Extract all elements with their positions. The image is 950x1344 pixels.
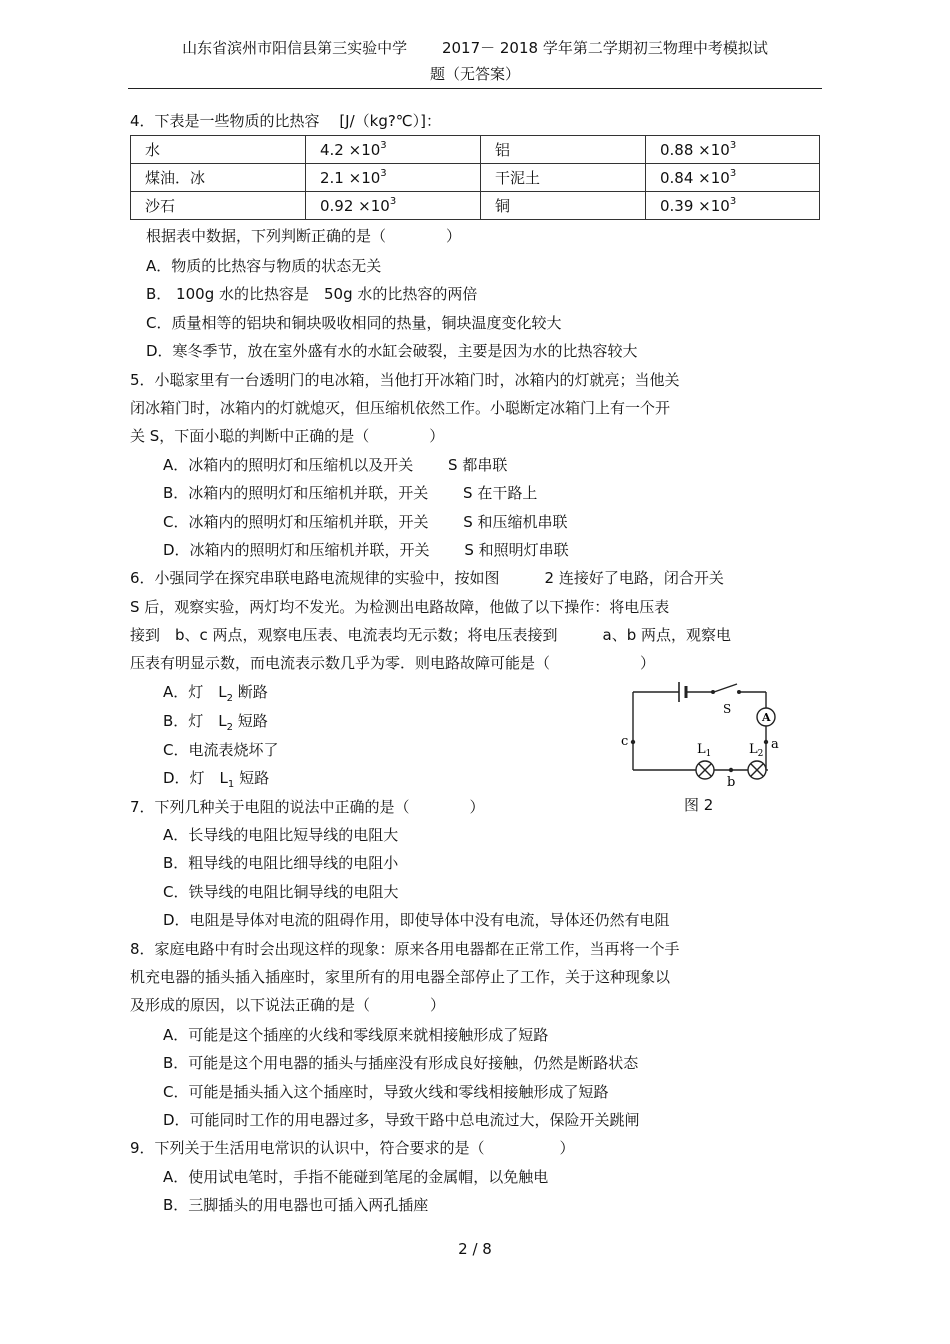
q8-option-d: D．可能同时工作的用电器过多，导致干路中总电流过大，保险开关跳闸 [163,1111,640,1129]
option-text: D．灯 L [163,769,228,787]
option-text: 短路 [233,712,268,730]
q7-option-a: A．长导线的电阻比短导线的电阻大 [163,826,399,844]
q5-option-d: D．冰箱内的照明灯和压缩机并联，开关 S 和照明灯串联 [163,541,569,559]
header-line-1: 山东省滨州市阳信县第三实验中学 2017－ 2018 学年第二学期初三物理中考模拟试 [182,39,768,57]
q4-option-d: D．寒冬季节，放在室外盛有水的水缸会破裂，主要是因为水的比热容较大 [146,342,638,360]
subscript: 2 [226,722,234,733]
lamp1-label [697,742,711,759]
q5-option-b: B．冰箱内的照明灯和压缩机并联，开关 S 在干路上 [163,484,538,502]
table-row [131,136,820,164]
page-number: 2 / 8 [458,1240,492,1258]
q8-stem-1: 8．家庭电路中有时会出现这样的现象：原来各用电器都在正常工作，当再将一个手 [130,940,680,958]
lamp-subscript: 2 [757,749,764,759]
specific-heat-table [130,135,820,220]
q6-option-d [163,768,269,788]
table-cell [646,192,820,220]
q6-option-c [163,740,278,760]
exponent: 3 [729,139,737,151]
q6-stem-2: S 后，观察实验，两灯均不发光。为检测出电路故障，他做了以下操作：将电压表 [130,598,670,616]
q5-option-a: A．冰箱内的照明灯和压缩机以及开关 S 都串联 [163,456,508,474]
table-cell [646,136,820,164]
q6-option-a [163,682,268,702]
table-cell: 水 [131,136,306,164]
value: 0.88 ×10 [660,140,730,159]
q8-stem-2: 机充电器的插头插入插座时，家里所有的用电器全部停止了工作，关于这种现象以 [130,968,671,986]
figure-caption: 图 2 [684,796,714,814]
table-row [131,192,820,220]
switch-blade [714,684,737,692]
value: 4.2 ×10 [320,140,381,159]
q7-option-d: D．电阻是导体对电流的阻碍作用，即使导体中没有电流，导体还仍然有电阻 [163,911,670,929]
subscript: 1 [227,779,235,790]
q9-option-b: B．三脚插头的用电器也可插入两孔插座 [163,1196,429,1214]
q8-option-b: B．可能是这个用电器的插头与插座没有形成良好接触，仍然是断路状态 [163,1054,639,1072]
q7-option-b: B．粗导线的电阻比细导线的电阻小 [163,854,399,872]
q4-stem: 4．下表是一些物质的比热容 [J/（kg?℃）]： [130,112,442,130]
switch-label: S [723,702,732,716]
header-line-2: 题（无答案） [429,65,520,83]
q4-option-a: A．物质的比热容与物质的状态无关 [146,257,382,275]
option-text: C．电流表烧坏了 [163,741,279,759]
switch-contact [737,690,741,694]
table-cell: 干泥土 [481,164,646,192]
q7-option-c: C．铁导线的电阻比铜导线的电阻大 [163,883,399,901]
point-b-label: b [727,775,736,790]
table-row [131,164,820,192]
value: 0.92 ×10 [320,196,390,215]
value: 0.84 ×10 [660,168,730,187]
q8-option-c: C．可能是插头插入这个插座时，导致火线和零线相接触形成了短路 [163,1083,609,1101]
point-b-dot [729,768,733,772]
q6-option-b [163,711,268,731]
exponent: 3 [389,195,397,207]
point-a-dot [764,740,768,744]
table-cell [306,164,481,192]
table-cell: 沙石 [131,192,306,220]
q5-option-c: C．冰箱内的照明灯和压缩机并联，开关 S 和压缩机串联 [163,513,568,531]
table-cell [646,164,820,192]
q9-stem: 9．下列关于生活用电常识的认识中，符合要求的是（ ） [130,1139,575,1157]
lamp-subscript: 1 [705,749,712,759]
table-cell: 铜 [481,192,646,220]
exponent: 3 [380,167,387,179]
value: 2.1 ×10 [320,168,381,187]
value: 0.39 ×10 [660,196,730,215]
table-cell [306,136,481,164]
point-c-dot [631,740,635,744]
header-rule [128,88,822,89]
table-cell [306,192,481,220]
q9-option-a: A．使用试电笔时，手指不能碰到笔尾的金属帽，以免触电 [163,1168,549,1186]
q4-prompt: 根据表中数据，下列判断正确的是（ ） [146,227,462,245]
exponent: 3 [729,167,737,179]
option-text: 断路 [233,683,268,701]
q5-stem-2: 闭冰箱门时，冰箱内的灯就熄灭，但压缩机依然工作。小聪断定冰箱门上有一个开 [130,399,671,417]
q8-stem-3: 及形成的原因，以下说法正确的是（ ） [130,996,446,1014]
q4-option-b: B． 100g 水的比热容是 50g 水的比热容的两倍 [146,285,478,303]
table-cell: 铝 [481,136,646,164]
q7-stem: 7．下列几种关于电阻的说法中正确的是（ ） [130,798,485,816]
lamp2-label [749,742,763,759]
q5-stem-1: 5．小聪家里有一台透明门的电冰箱，当他打开冰箱门时，冰箱内的灯就亮；当他关 [130,371,680,389]
subscript: 2 [226,693,233,704]
point-c-label: c [621,734,629,749]
exponent: 3 [380,139,387,151]
point-a-label: a [771,737,779,752]
lamp-letter: L [697,742,706,757]
circuit-diagram [615,678,790,790]
switch-pivot [711,690,715,694]
table-cell: 煤油．冰 [131,164,306,192]
q6-stem-1: 6．小强同学在探究串联电路电流规律的实验中，按如图 2 连接好了电路，闭合开关 [130,569,724,587]
ammeter-label: A [762,711,771,724]
q4-option-c: C．质量相等的铝块和铜块吸收相同的热量，铜块温度变化较大 [146,314,562,332]
q6-stem-3: 接到 b、c 两点，观察电压表、电流表均无示数；将电压表接到 a、b 两点，观察电 [130,626,732,644]
q8-option-a: A．可能是这个插座的火线和零线原来就相接触形成了短路 [163,1026,549,1044]
q6-stem-4: 压表有明显示数，而电流表示数几乎为零．则电路故障可能是（ ） [130,654,656,672]
option-text: 短路 [234,769,270,787]
q5-stem-3: 关 S，下面小聪的判断中正确的是（ ） [130,427,445,445]
exponent: 3 [729,195,737,207]
option-text: A．灯 L [163,683,227,701]
lamp-letter: L [749,742,758,757]
option-text: B．灯 L [163,712,227,730]
